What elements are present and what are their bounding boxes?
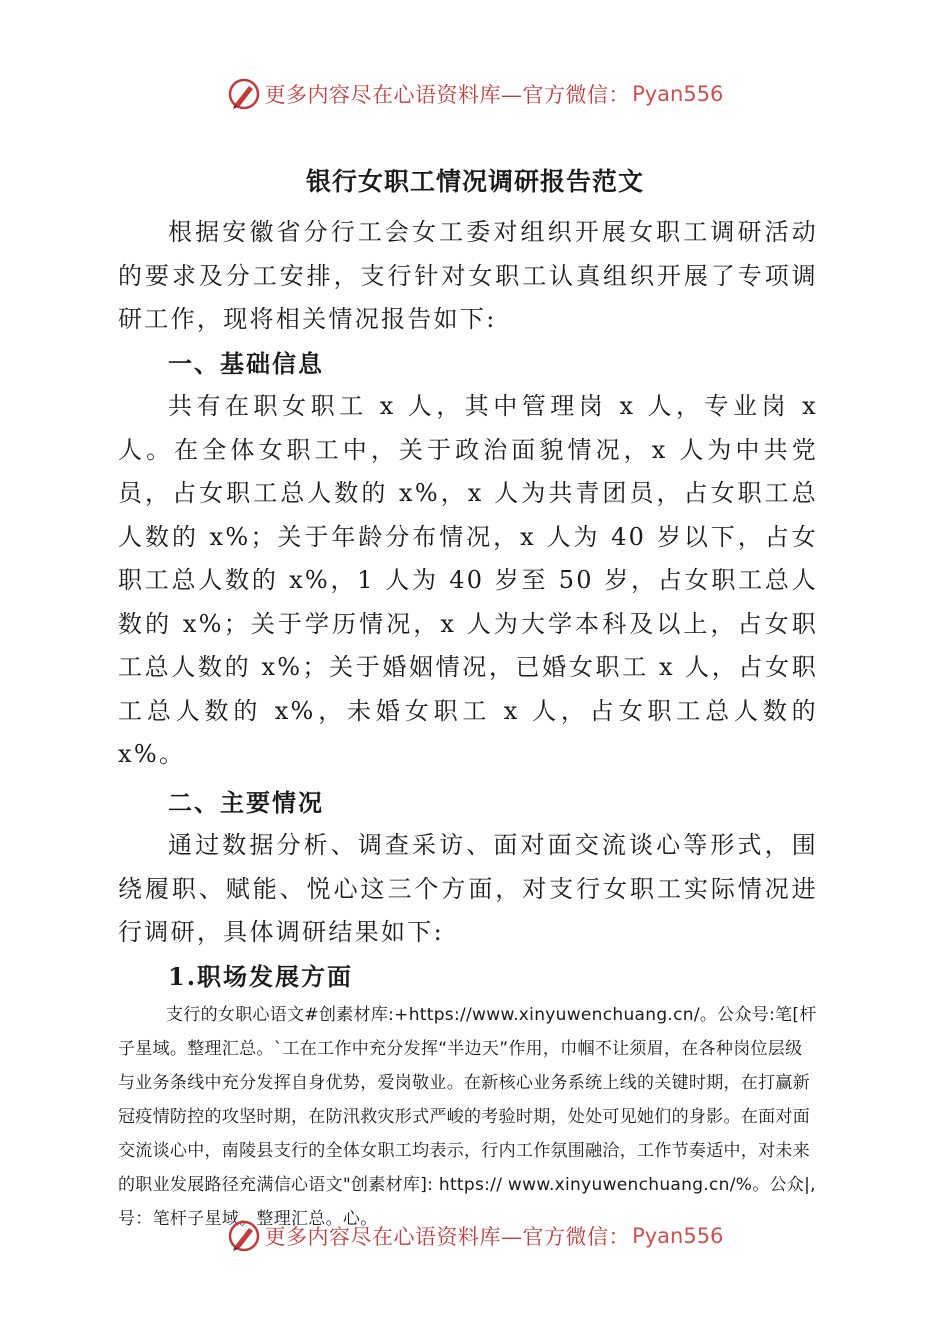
- footer-watermark: [0, 1212, 950, 1260]
- watermark-text: 更多内容尽在心语资料库—官方微信：: [264, 83, 631, 107]
- subsection-heading-career: 1.职场发展方面: [168, 961, 354, 991]
- main-situation-paragraph: 通过数据分析、调查采访、面对面交流谈心等形式，围绕履职、赋能、悦心这三个方面，对支行女职工实际情况进行调研，具体调研结果如下:: [118, 831, 818, 946]
- header-watermark: [0, 70, 950, 118]
- basic-info-paragraph: 共有在职女职工 x 人，其中管理岗 x 人，专业岗 x 人。在全体女职工中，关于政治面貌情况，x 人为中共党员，占女职工总人数的 x%，x 人为共青团员，占女职工总人数的 x%；关于年龄分布情况，x 人为 40 岁以下，占女职工总人数的 x%，1 人为 40 岁至 50 岁，占女职工总人数的 x%；关于学历情况，x 人为大学本科及以上，占女职工总人数的 x%；关于婚姻情况，已婚女职工 x 人，占女职工总人数的 x%，未婚女职工 x 人，占女职工总人数的 x%。: [118, 392, 818, 768]
- pen-logo-icon: [227, 1219, 261, 1253]
- watermark-handle: Pyan556: [632, 1224, 724, 1248]
- section-heading-main-situation: 二、主要情况: [168, 787, 324, 817]
- intro-paragraph: 根据安徽省分行工会女工委对组织开展女职工调研活动的要求及分工安排，支行针对女职工认真组织开展了专项调研工作，现将相关情况报告如下:: [118, 218, 818, 333]
- watermark-handle: Pyan556: [632, 82, 724, 106]
- pen-logo-icon: [227, 77, 261, 111]
- watermark-text: 更多内容尽在心语资料库—官方微信：: [264, 1225, 631, 1249]
- document-title: 银行女职工情况调研报告范文: [305, 167, 644, 196]
- career-paragraph: 支行的女职心语文#创素材库:+https://www.xinyuwenchuang.cn/。公众号:笔[杆子星域。整理汇总。`工在工作中充分发挥“半边天”作用，巾帼不让须眉，在各种岗位层级与业务条线中充分发挥自身优势，爱岗敬业。在新核心业务系统上线的关键时期，在打赢新冠疫情防控的攻坚时期，在防汛救灾形式严峻的考验时期，处处可见她们的身影。在面对面交流谈心中，南陵县支行的全体女职工均表示，行内工作氛围融洽，工作节奏适中，对未来的职业发展路径充满信心语文"创素材库]: https:// www.xinyuwenchuang.cn/%。公众|,号：笔杆子星域。整理汇总。心。: [118, 1005, 817, 1229]
- document-body: [118, 211, 818, 1236]
- section-heading-basic-info: 一、基础信息: [168, 348, 324, 378]
